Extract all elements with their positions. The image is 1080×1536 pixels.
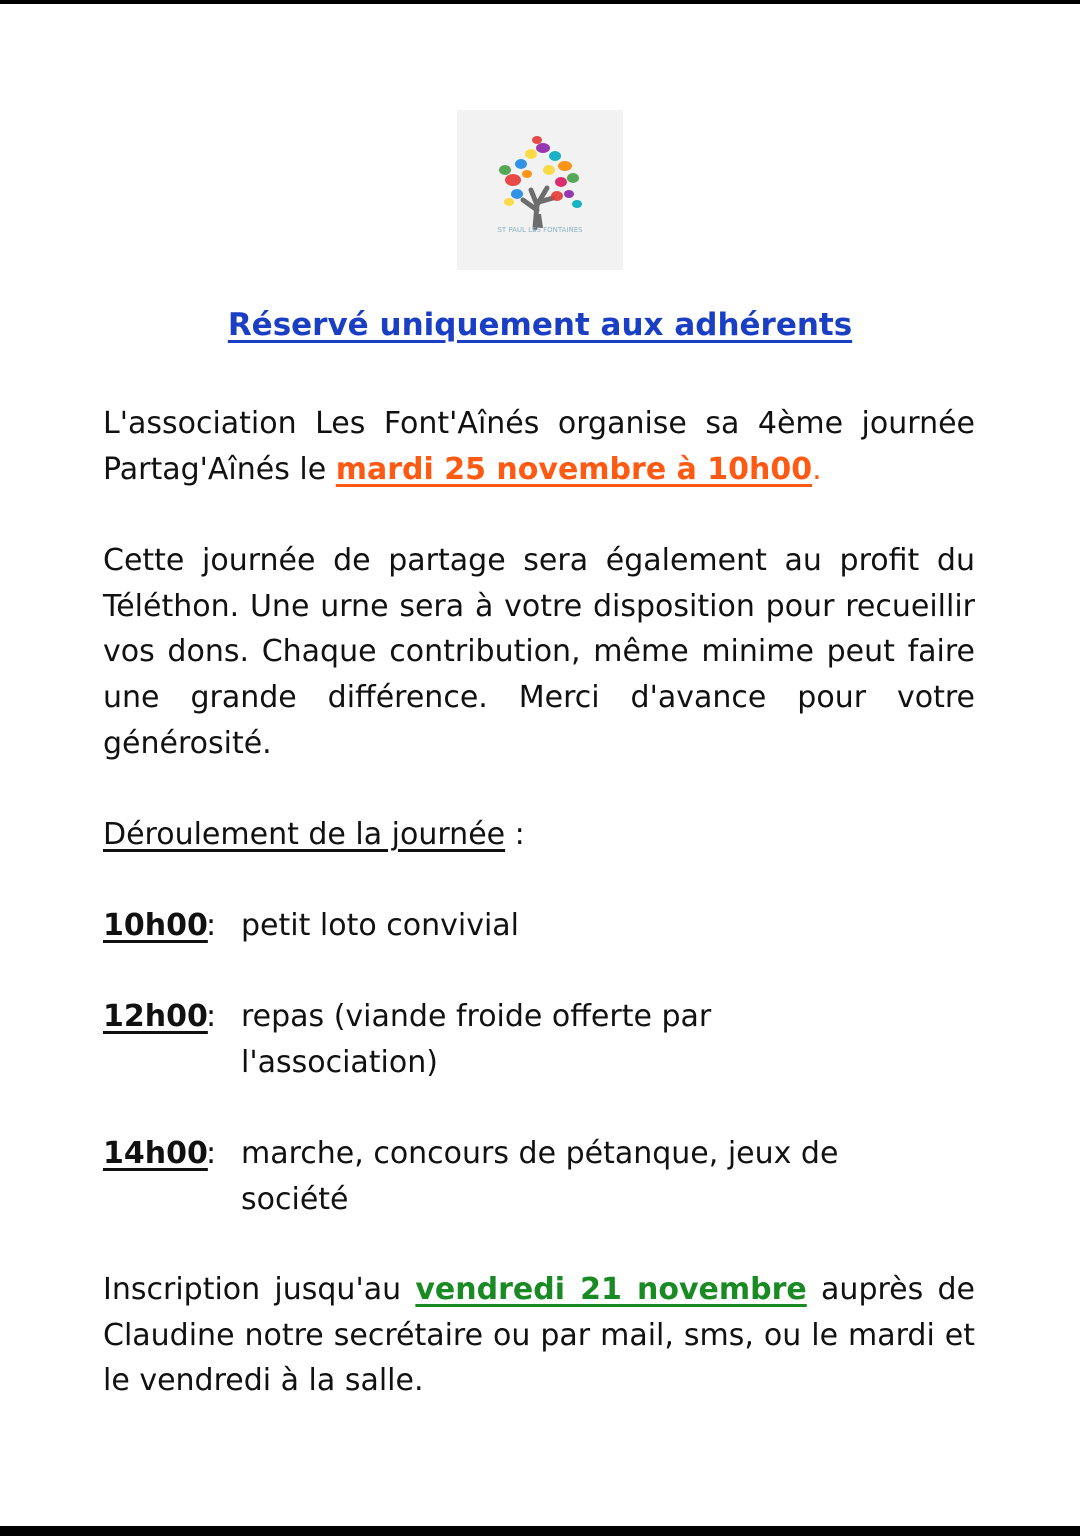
schedule-time: 14h00 bbox=[103, 1136, 208, 1171]
schedule-separator: : bbox=[206, 1136, 217, 1171]
schedule-separator: : bbox=[206, 908, 217, 943]
program-heading bbox=[103, 812, 525, 857]
schedule-time: 12h00 bbox=[103, 999, 208, 1034]
document-page bbox=[0, 4, 1080, 1526]
tree-of-hands-icon bbox=[457, 110, 623, 270]
registration-text: Inscription jusqu'au bbox=[103, 1272, 416, 1307]
program-heading-suffix: : bbox=[505, 817, 525, 852]
schedule-separator: : bbox=[206, 999, 217, 1034]
schedule-activity: repas (viande froide offerte par l'association) bbox=[241, 999, 712, 1080]
event-date: mardi 25 novembre à 10h00 bbox=[335, 451, 813, 487]
telethon-paragraph: Cette journée de partage sera également au profit du Téléthon. Une urne sera à votre disposition pour recueillir vos dons. Chaque contribution, même minime peut faire une grande différence. Merci d'avance pour votre générosité. bbox=[103, 543, 975, 761]
logo-text: ST PAUL LES FONTAINES bbox=[497, 226, 583, 234]
intro-paragraph bbox=[103, 401, 975, 492]
schedule-activity: petit loto convivial bbox=[241, 908, 519, 943]
intro-end: . bbox=[812, 451, 822, 487]
intro-text: L'association Les Font'Aînés organise sa 4ème journée Partag'Aînés le bbox=[103, 406, 975, 487]
registration-deadline: vendredi 21 novembre bbox=[415, 1272, 807, 1307]
page-title: Réservé uniquement aux adhérents bbox=[227, 307, 853, 343]
schedule-time: 10h00 bbox=[103, 908, 208, 943]
schedule-activity: marche, concours de pétanque, jeux de société bbox=[241, 1136, 839, 1217]
program-heading-text: Déroulement de la journée bbox=[103, 817, 506, 852]
association-logo bbox=[457, 110, 623, 270]
registration-details: auprès de Claudine notre secrétaire ou par mail, sms, ou le mardi et le vendredi à la salle. bbox=[103, 1272, 975, 1399]
registration-paragraph bbox=[103, 1267, 975, 1404]
bottom-edge bbox=[0, 1526, 1080, 1536]
